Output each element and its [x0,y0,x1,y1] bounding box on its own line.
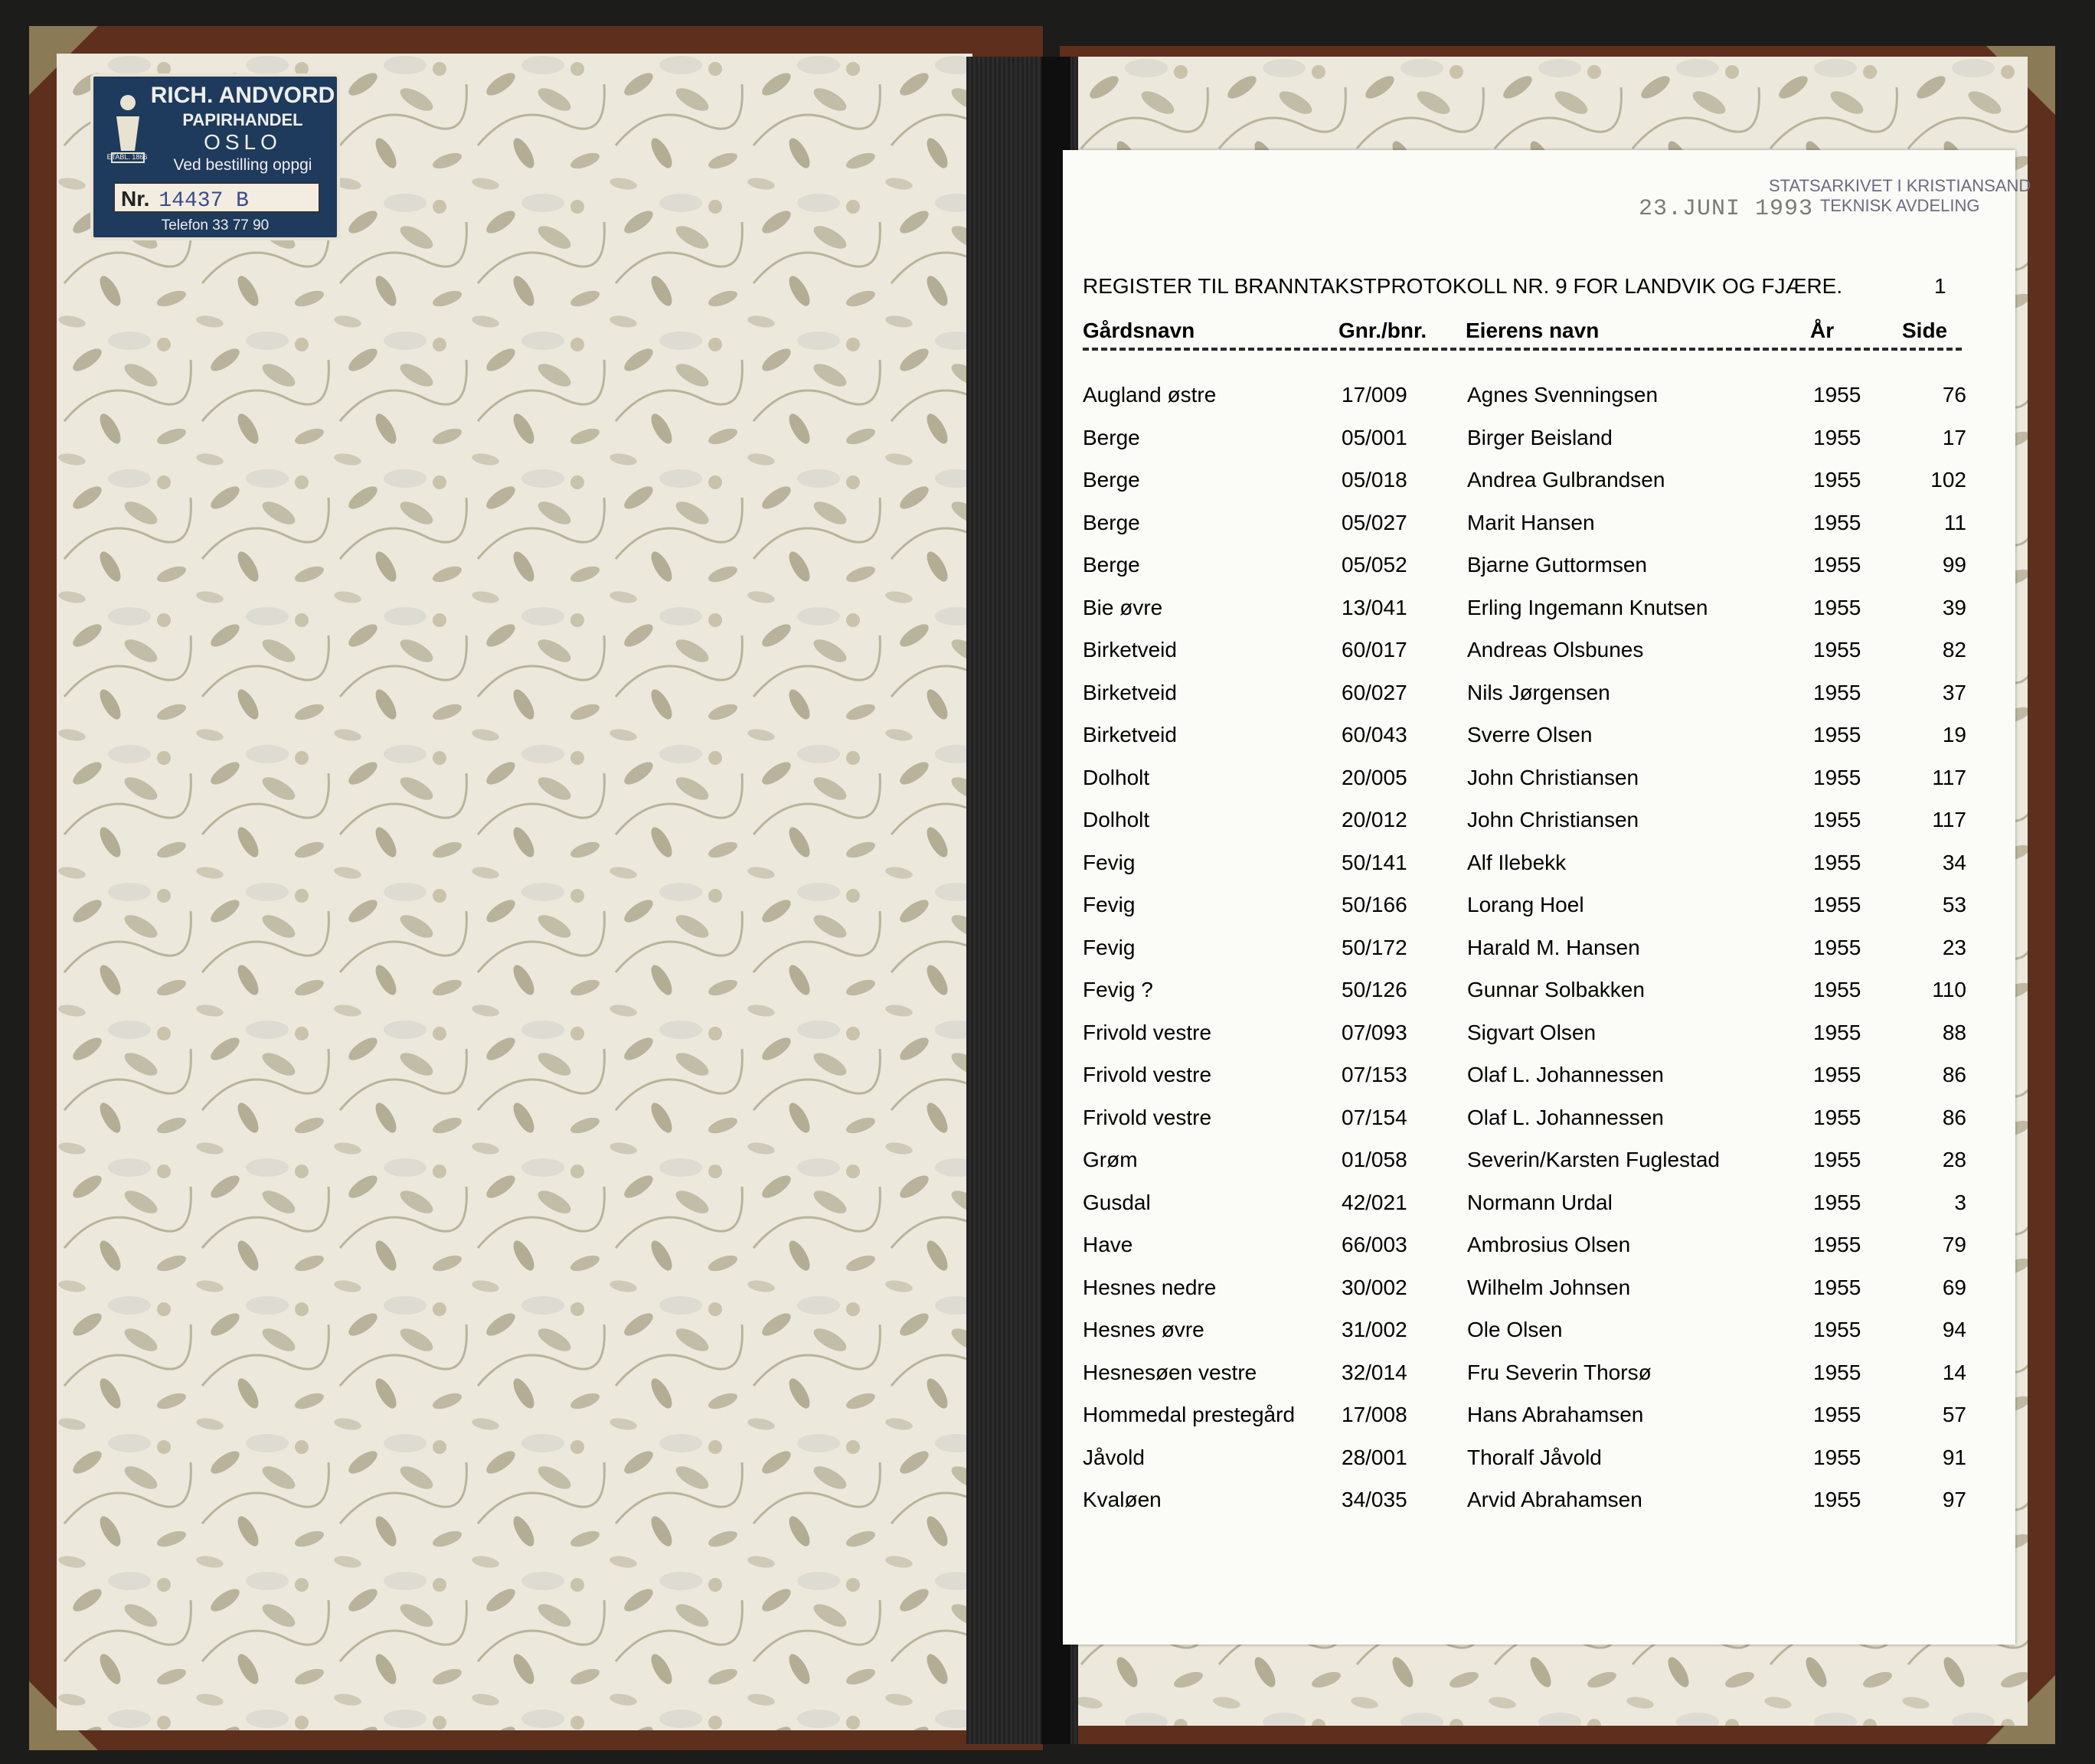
cell-page: 82 [1942,638,1966,662]
cell-owner: Ambrosius Olsen [1467,1233,1631,1256]
cell-farm: Gusdal [1083,1190,1151,1214]
cell-page: 39 [1942,595,1966,619]
cell-farm: Bie øvre [1083,595,1163,619]
cell-owner: Fru Severin Thorsø [1467,1360,1652,1384]
cell-gnr: 05/052 [1342,553,1407,577]
header-owner: Eierens navn [1466,318,1600,342]
cell-gnr: 50/126 [1342,978,1407,1001]
archive-stamp [1769,176,2031,216]
cell-year: 1955 [1813,765,1861,789]
cell-year: 1955 [1813,1488,1861,1511]
cell-gnr: 05/027 [1342,510,1407,534]
header-page: Side [1902,318,1948,342]
header-gnr: Gnr./bnr. [1338,318,1427,342]
cell-year: 1955 [1813,850,1861,874]
cell-gnr: 32/014 [1342,1360,1407,1384]
cell-owner: John Christiansen [1467,765,1639,789]
cell-owner: Andrea Gulbrandsen [1467,468,1665,492]
cell-page: 88 [1942,1020,1966,1044]
cell-year: 1955 [1813,595,1861,619]
cell-page: 117 [1932,808,1966,831]
cell-farm: Dolholt [1083,808,1150,831]
cell-page: 19 [1942,723,1966,746]
cell-page: 79 [1942,1233,1966,1256]
cell-year: 1955 [1813,680,1861,704]
document-title: REGISTER TIL BRANNTAKSTPROTOKOLL NR. 9 FOR LANDVIK OG FJÆRE. [1083,274,1843,298]
order-number-prefix: Nr. [121,187,150,211]
archive-stamp-line1: STATSARKIVET I KRISTIANSAND [1769,176,2031,195]
cell-farm: Fevig ? [1083,978,1153,1001]
cell-page: 97 [1942,1488,1966,1511]
trade-name: PAPIRHANDEL [182,110,303,129]
cell-owner: Hans Abrahamsen [1467,1403,1644,1426]
cell-page: 99 [1942,553,1966,577]
cell-farm: Birketveid [1083,723,1177,746]
cell-owner: Nils Jørgensen [1467,680,1610,704]
cell-farm: Berge [1083,553,1140,577]
cell-year: 1955 [1813,1063,1861,1086]
cell-farm: Fevig [1083,850,1136,874]
cell-owner: Wilhelm Johnsen [1467,1275,1631,1299]
cell-owner: Gunnar Solbakken [1467,978,1645,1001]
cell-page: 37 [1942,680,1966,704]
cell-gnr: 34/035 [1342,1488,1407,1511]
cell-page: 91 [1942,1445,1966,1469]
cell-year: 1955 [1813,1190,1861,1214]
cell-year: 1955 [1813,1105,1861,1129]
cell-farm: Hesnes øvre [1083,1318,1204,1341]
cell-owner: Olaf L. Johannessen [1467,1063,1664,1086]
header-farm: Gårdsnavn [1083,318,1195,342]
city-name: OSLO [204,130,282,154]
cell-owner: Agnes Svenningsen [1467,383,1659,407]
cell-farm: Dolholt [1083,765,1150,789]
date-stamp: 23.JUNI 1993 [1639,196,1814,222]
endpaper-left [57,54,972,1730]
cell-farm: Fevig [1083,893,1136,916]
cell-owner: Sverre Olsen [1467,723,1593,746]
cell-page: 53 [1942,893,1966,916]
cell-year: 1955 [1813,425,1861,449]
cell-year: 1955 [1813,1233,1861,1256]
cell-page: 23 [1942,935,1966,959]
cell-farm: Augland østre [1083,383,1217,407]
cell-page: 76 [1942,383,1966,407]
cell-gnr: 31/002 [1342,1318,1407,1341]
cell-year: 1955 [1813,553,1861,577]
cell-gnr: 60/027 [1342,680,1407,704]
cell-gnr: 17/008 [1342,1403,1407,1426]
cell-owner: Bjarne Guttormsen [1467,553,1647,577]
cell-year: 1955 [1813,1360,1861,1384]
cell-farm: Birketveid [1083,680,1177,704]
cell-gnr: 50/166 [1342,893,1407,916]
cell-owner: Arvid Abrahamsen [1467,1488,1642,1511]
cell-gnr: 20/012 [1342,808,1407,831]
logo-caption: ETABL. 1866 [106,153,148,161]
cell-year: 1955 [1813,893,1861,916]
cell-farm: Hesnes nedre [1083,1275,1217,1299]
archive-stamp-line2: TEKNISK AVDELING [1819,196,1980,215]
cell-page: 28 [1942,1148,1966,1171]
cell-owner: Normann Urdal [1467,1190,1613,1214]
cell-farm: Frivold vestre [1083,1105,1212,1129]
cell-year: 1955 [1813,935,1861,959]
cell-owner: Lorang Hoel [1467,893,1584,916]
cell-page: 102 [1930,468,1966,492]
cell-owner: Alf Ilebekk [1467,850,1567,874]
cell-year: 1955 [1813,638,1861,662]
cell-gnr: 30/002 [1342,1275,1407,1299]
cell-farm: Berge [1083,510,1140,534]
cell-gnr: 42/021 [1342,1190,1407,1214]
cell-farm: Berge [1083,425,1140,449]
cell-page: 110 [1932,978,1966,1001]
cell-farm: Hommedal prestegård [1083,1403,1296,1426]
cell-page: 34 [1942,850,1966,874]
cell-page: 57 [1942,1403,1966,1426]
cell-page: 14 [1942,1360,1966,1384]
order-number: 14437 B [159,189,249,213]
bookseller-label [90,74,340,240]
cell-owner: Harald M. Hansen [1467,935,1640,959]
cell-gnr: 28/001 [1342,1445,1407,1469]
cell-gnr: 66/003 [1342,1233,1407,1256]
cell-year: 1955 [1813,510,1861,534]
cell-gnr: 13/041 [1342,595,1407,619]
cell-page: 11 [1943,510,1966,534]
cell-farm: Frivold vestre [1083,1020,1212,1044]
company-name: RICH. ANDVORD [150,83,335,108]
cell-gnr: 50/141 [1342,850,1407,874]
cell-owner: Thoralf Jåvold [1467,1445,1602,1469]
cell-owner: Birger Beisland [1467,425,1613,449]
cell-gnr: 20/005 [1342,765,1407,789]
cell-gnr: 05/001 [1342,425,1407,449]
cell-owner: Severin/Karsten Fuglestad [1467,1148,1720,1171]
cell-farm: Frivold vestre [1083,1063,1212,1086]
cell-farm: Fevig [1083,935,1136,959]
cell-year: 1955 [1813,468,1861,492]
cell-year: 1955 [1813,1318,1861,1341]
cell-page: 3 [1954,1190,1966,1214]
cell-farm: Have [1083,1233,1133,1256]
header-divider [1083,348,1962,351]
cell-page: 17 [1942,425,1966,449]
cell-page: 86 [1942,1105,1966,1129]
page-number: 1 [1934,274,1946,298]
cell-page: 117 [1932,765,1966,789]
cell-owner: Ole Olsen [1467,1318,1563,1341]
cell-gnr: 07/153 [1342,1063,1407,1086]
cell-page: 94 [1942,1318,1966,1341]
cell-gnr: 50/172 [1342,935,1407,959]
order-note: Ved bestilling oppgi [173,156,312,174]
cell-gnr: 07/093 [1342,1020,1407,1044]
cell-owner: Erling Ingemann Knutsen [1467,595,1708,619]
cell-farm: Grøm [1083,1148,1138,1171]
cell-farm: Hesnesøen vestre [1083,1360,1257,1384]
cell-page: 86 [1942,1063,1966,1086]
cell-gnr: 05/018 [1342,468,1407,492]
cell-farm: Jåvold [1083,1445,1145,1469]
cell-owner: Olaf L. Johannessen [1467,1105,1664,1129]
cell-owner: Sigvart Olsen [1467,1020,1597,1044]
cell-page: 69 [1942,1275,1966,1299]
cell-farm: Kvaløen [1083,1488,1162,1511]
cell-gnr: 17/009 [1342,383,1407,407]
cell-year: 1955 [1813,1275,1861,1299]
cell-year: 1955 [1813,1403,1861,1426]
order-number-box [113,182,320,213]
leaf-pattern-left [57,54,972,1730]
header-year: År [1810,318,1835,342]
cell-gnr: 01/058 [1342,1148,1407,1171]
cell-year: 1955 [1813,808,1861,831]
cell-farm: Birketveid [1083,638,1177,662]
cell-year: 1955 [1813,1148,1861,1171]
cell-gnr: 60/043 [1342,723,1407,746]
cell-year: 1955 [1813,723,1861,746]
cell-gnr: 60/017 [1342,638,1407,662]
cell-owner: Andreas Olsbunes [1467,638,1644,662]
cell-gnr: 07/154 [1342,1105,1407,1129]
cell-owner: John Christiansen [1467,808,1639,831]
cell-owner: Marit Hansen [1467,510,1595,534]
cell-year: 1955 [1813,1020,1861,1044]
cell-farm: Berge [1083,468,1140,492]
cell-year: 1955 [1813,1445,1861,1469]
cell-year: 1955 [1813,978,1861,1001]
cell-year: 1955 [1813,383,1861,407]
phone-number: Telefon 33 77 90 [161,217,270,234]
